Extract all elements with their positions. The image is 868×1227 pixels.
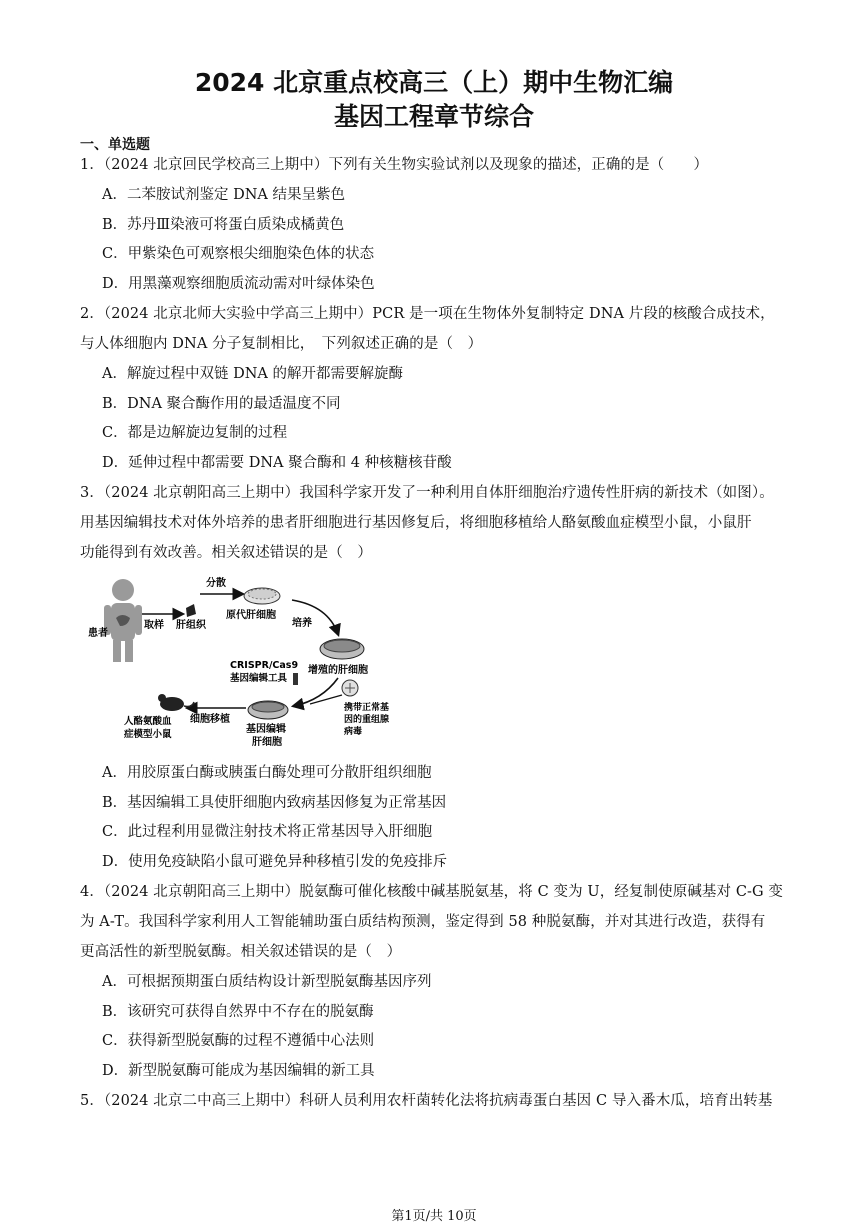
patient-figure-icon (104, 579, 142, 662)
question-3-stem-line2: 用基因编辑技术对体外培养的患者肝细胞进行基因修复后，将细胞移植给人酪氨酸血症模型小鼠，小鼠肝 (80, 515, 752, 531)
label-proliferated-cells: 增殖的肝细胞 (308, 665, 368, 676)
question-1-option-d: D．用黑藻观察细胞质流动需对叶绿体染色 (102, 276, 375, 292)
question-3-option-c: C．此过程利用显微注射技术将正常基因导入肝细胞 (102, 824, 433, 840)
label-culture: 培养 (292, 618, 312, 629)
question-2-stem-line2: 与人体细胞内 DNA 分子复制相比， 下列叙述正确的是（ ） (80, 336, 483, 352)
question-4-stem-line1: 4．（2024 北京朝阳高三上期中）脱氨酶可催化核酸中碱基脱氨基，将 C 变为 U，经复制使原碱基对 C-G 变 (80, 884, 784, 900)
question-2-option-b: B．DNA 聚合酶作用的最适温度不同 (102, 396, 341, 412)
question-3-option-d: D．使用免疫缺陷小鼠可避免异种移植引发的免疫排斥 (102, 854, 448, 870)
primary-cells-dish-icon (244, 588, 280, 604)
question-3-option-b: B．基因编辑工具使肝细胞内致病基因修复为正常基因 (102, 795, 447, 811)
question-1-option-b: B．苏丹Ⅲ染液可将蛋白质染成橘黄色 (102, 217, 345, 233)
question-4-option-d: D．新型脱氨酶可能成为基因编辑的新工具 (102, 1063, 375, 1079)
question-3-stem-line3: 功能得到有效改善。相关叙述错误的是（ ） (80, 545, 372, 561)
question-4-option-c: C．获得新型脱氨酶的过程不遵循中心法则 (102, 1033, 375, 1049)
label-mouse-line1: 人酪氨酸血 (124, 716, 172, 727)
question-1-option-c: C．甲紫染色可观察根尖细胞染色体的状态 (102, 246, 375, 262)
liver-therapy-diagram (80, 570, 420, 755)
label-virus-line2: 因的重组腺 (344, 715, 390, 725)
label-transplant: 细胞移植 (190, 714, 230, 725)
page-title: 2024 北京重点校高三（上）期中生物汇编 (194, 68, 674, 97)
question-2-option-d: D．延伸过程中都需要 DNA 聚合酶和 4 种核糖核苷酸 (102, 455, 452, 471)
question-3-option-a: A．用胶原蛋白酶或胰蛋白酶处理可分散肝组织细胞 (102, 765, 432, 781)
label-edited-line2: 肝细胞 (252, 737, 282, 748)
question-2-stem-line1: 2．（2024 北京北师大实验中学高三上期中）PCR 是一项在生物体外复制特定 DNA 片段的核酸合成技术， (80, 306, 775, 322)
question-2-option-a: A．解旋过程中双链 DNA 的解开都需要解旋酶 (102, 366, 403, 382)
section-heading: 一、单选题 (80, 137, 150, 153)
label-sample: 取样 (144, 620, 164, 631)
page-subtitle: 基因工程章节综合 (333, 102, 534, 131)
question-4-option-a: A．可根据预期蛋白质结构设计新型脱氨酶基因序列 (102, 974, 432, 990)
question-2-option-c: C．都是边解旋边复制的过程 (102, 425, 288, 441)
edited-cells-dish-icon (248, 701, 288, 719)
label-crispr: CRISPR/Cas9 (230, 660, 299, 671)
question-4-option-b: B．该研究可获得自然界中不存在的脱氨酶 (102, 1004, 374, 1020)
label-disperse: 分散 (206, 578, 226, 589)
label-gene-editing-tool: 基因编辑工具 (230, 673, 288, 684)
label-edited-line1: 基因编辑 (246, 724, 286, 735)
question-4-stem-line3: 更高活性的新型脱氨酶。相关叙述错误的是（ ） (80, 944, 402, 960)
question-4-stem-line2: 为 A-T。我国科学家利用人工智能辅助蛋白质结构预测，鉴定得到 58 种脱氨酶，并对其进行改造，获得有 (80, 914, 766, 930)
label-virus-line3: 病毒 (344, 727, 363, 737)
crispr-tool-icon (293, 673, 298, 685)
liver-tissue-icon (186, 604, 196, 617)
label-primary-cells: 原代肝细胞 (226, 610, 276, 621)
question-1-stem: 1．（2024 北京回民学校高三上期中）下列有关生物实验试剂以及现象的描述，正确的是（ ） (80, 157, 709, 173)
label-patient: 患者 (88, 628, 108, 639)
question-5-stem-line1: 5．（2024 北京二中高三上期中）科研人员利用农杆菌转化法将抗病毒蛋白基因 C 导入番木瓜，培育出转基 (80, 1093, 773, 1109)
page-number: 第1页/共 10页 (391, 1209, 477, 1224)
adenovirus-icon (342, 680, 358, 696)
proliferated-cells-dish-icon (320, 639, 364, 659)
label-virus-line1: 携带正常基 (344, 703, 390, 713)
question-1-option-a: A．二苯胺试剂鉴定 DNA 结果呈紫色 (102, 187, 345, 203)
label-liver-tissue: 肝组织 (176, 620, 206, 631)
question-3-stem-line1: 3．（2024 北京朝阳高三上期中）我国科学家开发了一种利用自体肝细胞治疗遗传性肝病的新技术（如图）。 (80, 485, 774, 501)
label-mouse-line2: 症模型小鼠 (124, 729, 172, 740)
